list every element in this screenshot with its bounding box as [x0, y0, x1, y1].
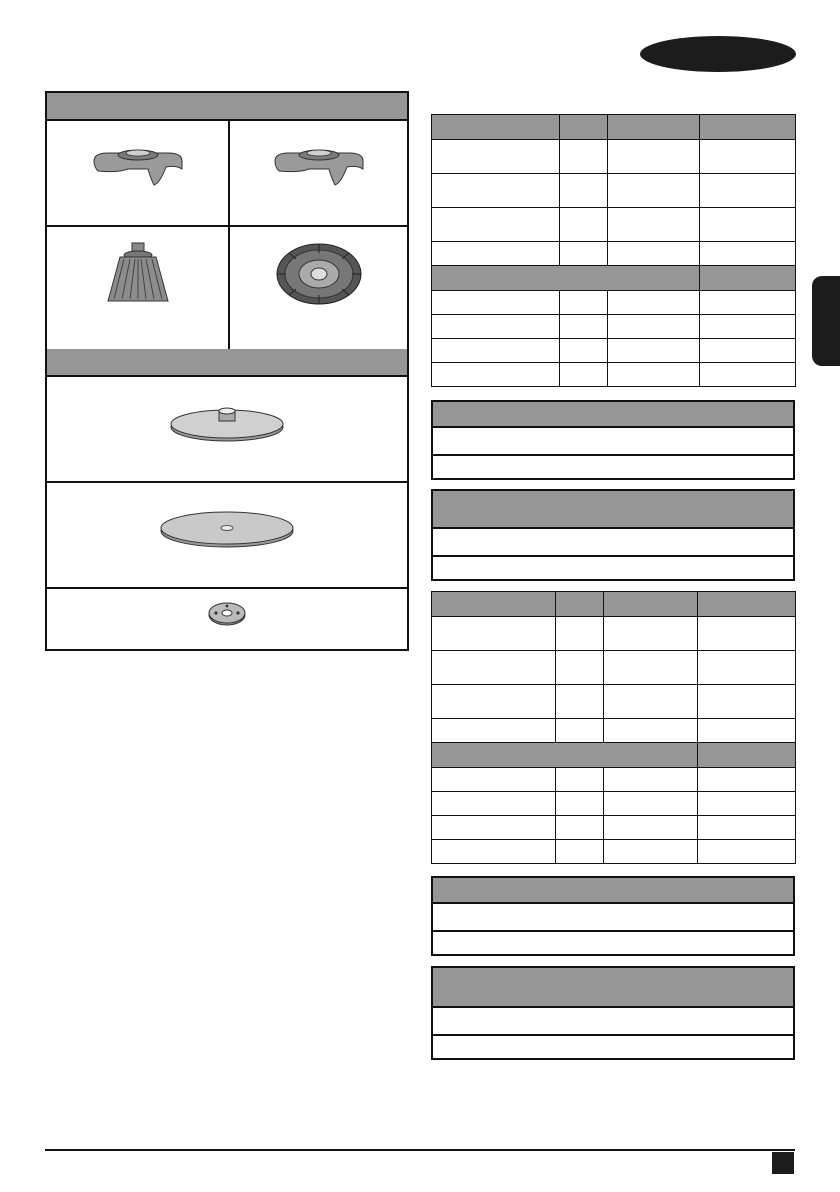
guard-left-icon — [88, 139, 188, 199]
table-row — [432, 208, 796, 242]
clamp-flange-cell — [47, 589, 407, 649]
table-row — [432, 719, 796, 743]
table-row — [432, 174, 796, 208]
info-box-row — [433, 1008, 793, 1036]
table-row — [432, 792, 796, 816]
sanding-disc-icon — [157, 503, 297, 553]
info-box-header — [433, 878, 793, 904]
spec-table-1 — [431, 114, 796, 387]
footer-rule — [45, 1149, 795, 1151]
table-row — [432, 840, 796, 864]
info-box-header — [433, 491, 793, 529]
side-thumb-tab — [812, 276, 840, 366]
info-box-row — [433, 1036, 793, 1062]
cup-brush-cell — [47, 227, 230, 351]
table-header-row — [432, 592, 796, 617]
clamp-flange-icon — [207, 599, 247, 629]
info-box-2 — [431, 489, 795, 581]
table-row — [432, 363, 796, 387]
table-row — [432, 617, 796, 651]
info-box-row — [433, 529, 793, 557]
guard-cell-right — [230, 121, 407, 227]
table-subheader-row — [432, 266, 796, 291]
guard-right-icon — [269, 139, 369, 199]
table-row — [432, 768, 796, 792]
info-box-3 — [431, 876, 795, 956]
spec-table-2 — [431, 591, 796, 864]
info-box-4 — [431, 966, 795, 1060]
accessory-header-top — [47, 93, 407, 121]
accessory-panel — [45, 91, 409, 651]
info-box-row — [433, 904, 793, 932]
table-header-row — [432, 115, 796, 140]
language-badge — [640, 36, 796, 72]
accessory-header-bottom — [47, 349, 407, 377]
table-row — [432, 685, 796, 719]
table-subheader-row — [432, 743, 796, 768]
table-row — [432, 816, 796, 840]
cup-brush-icon — [98, 241, 178, 311]
wire-wheel-cell — [230, 227, 407, 351]
info-box-row — [433, 557, 793, 583]
info-box-row — [433, 456, 793, 482]
info-box-header — [433, 402, 793, 428]
info-box-row — [433, 932, 793, 958]
table-row — [432, 339, 796, 363]
table-row — [432, 242, 796, 266]
table-row — [432, 291, 796, 315]
guard-cell-left — [47, 121, 230, 227]
page-number-box — [772, 1152, 794, 1174]
wire-wheel-brush-icon — [274, 241, 364, 311]
table-row — [432, 140, 796, 174]
info-box-row — [433, 428, 793, 456]
sanding-disc-cell — [47, 483, 407, 589]
backing-pad-icon — [167, 397, 287, 447]
info-box-1 — [431, 400, 795, 480]
backing-pad-cell — [47, 377, 407, 483]
info-box-header — [433, 968, 793, 1008]
table-row — [432, 315, 796, 339]
table-row — [432, 651, 796, 685]
